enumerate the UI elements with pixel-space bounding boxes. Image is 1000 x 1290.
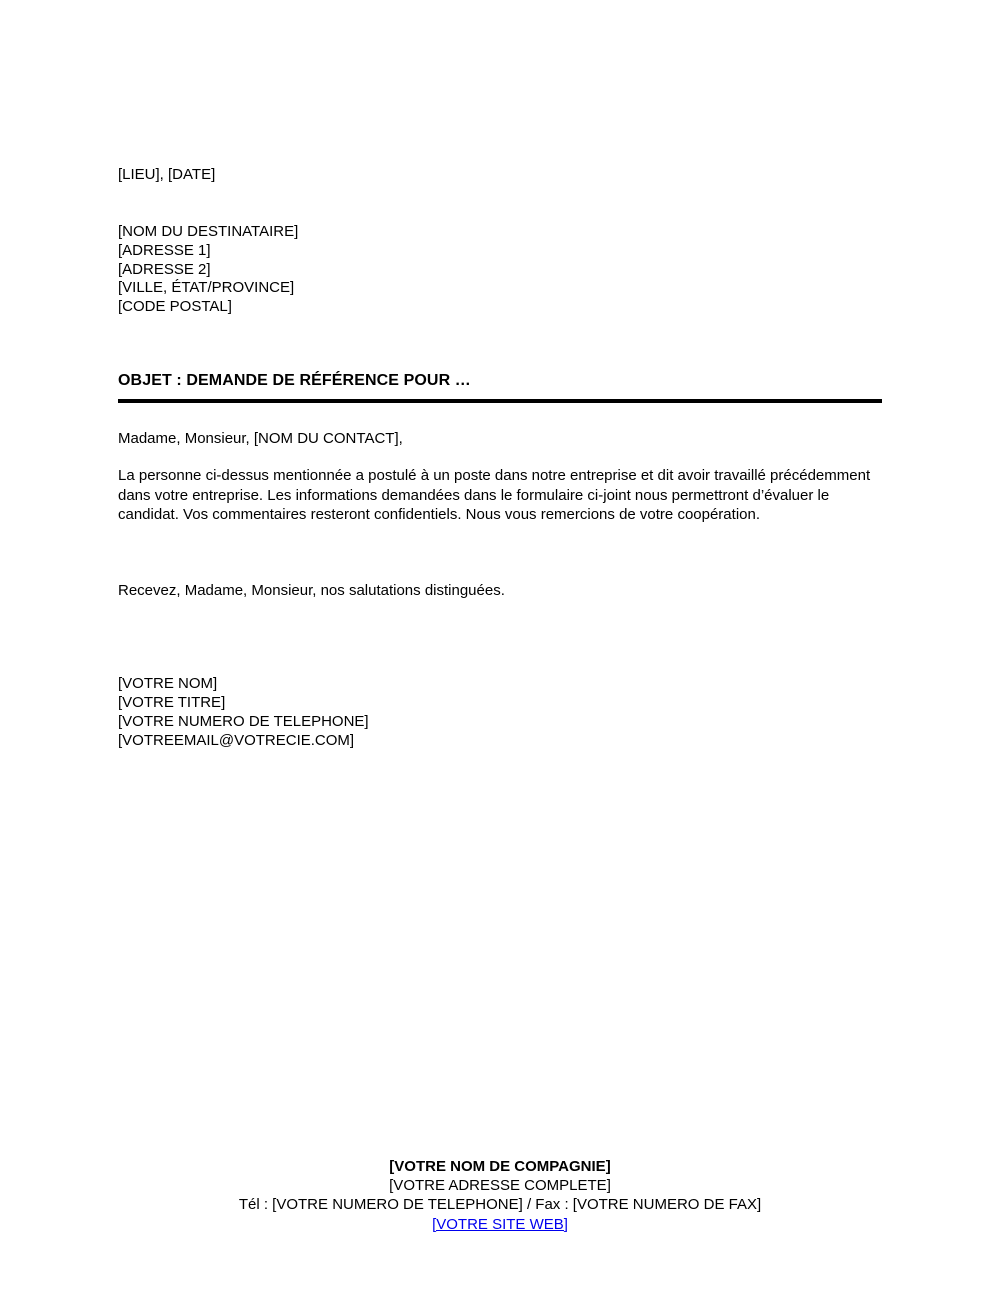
footer-phone-fax-line: Tél : [VOTRE NUMERO DE TELEPHONE] / Fax : [VOTRE NUMERO DE FAX] xyxy=(238,1196,762,1214)
closing-line: Recevez, Madame, Monsieur, nos salutations distinguées. xyxy=(118,582,505,599)
recipient-postal-code-line: [CODE POSTAL] xyxy=(118,298,232,316)
signature-email-line: [VOTREEMAIL@VOTRECIE.COM] xyxy=(118,732,355,750)
footer-website-link[interactable]: [VOTRE SITE WEB] xyxy=(432,1215,568,1233)
recipient-address1-line: [ADRESSE 1] xyxy=(118,241,211,259)
signature-name-line: [VOTRE NOM] xyxy=(118,675,218,692)
place-date-line: [LIEU], [DATE] xyxy=(118,166,216,183)
footer-company-address: [VOTRE ADRESSE COMPLETE] xyxy=(389,1177,611,1195)
recipient-address2-line: [ADRESSE 2] xyxy=(118,260,211,278)
company-footer xyxy=(0,1157,1000,1234)
body-paragraph: La personne ci-dessus mentionnée a postulé à un poste dans notre entreprise et dit avoir travaillé précédemment dans votre entreprise. Les informations demandées dans le formulaire ci-joint nous permettront d’évaluer le candidat. Vos commentaires resteront confidentiels. Nous vous remercions de votre coopération. xyxy=(118,467,871,524)
signature-phone-line: [VOTRE NUMERO DE TELEPHONE] xyxy=(118,713,369,731)
recipient-name-line: [NOM DU DESTINATAIRE] xyxy=(118,223,299,240)
recipient-city-state-line: [VILLE, ÉTAT/PROVINCE] xyxy=(118,279,295,297)
signature-block xyxy=(118,674,369,750)
footer-company-name: [VOTRE NOM DE COMPAGNIE] xyxy=(389,1158,611,1175)
subject-line: OBJET : DEMANDE DE RÉFÉRENCE POUR … xyxy=(118,372,471,389)
salutation-line: Madame, Monsieur, [NOM DU CONTACT], xyxy=(118,430,403,447)
signature-title-line: [VOTRE TITRE] xyxy=(118,694,226,712)
subject-divider-rule xyxy=(118,399,882,403)
recipient-address-block xyxy=(118,223,298,317)
